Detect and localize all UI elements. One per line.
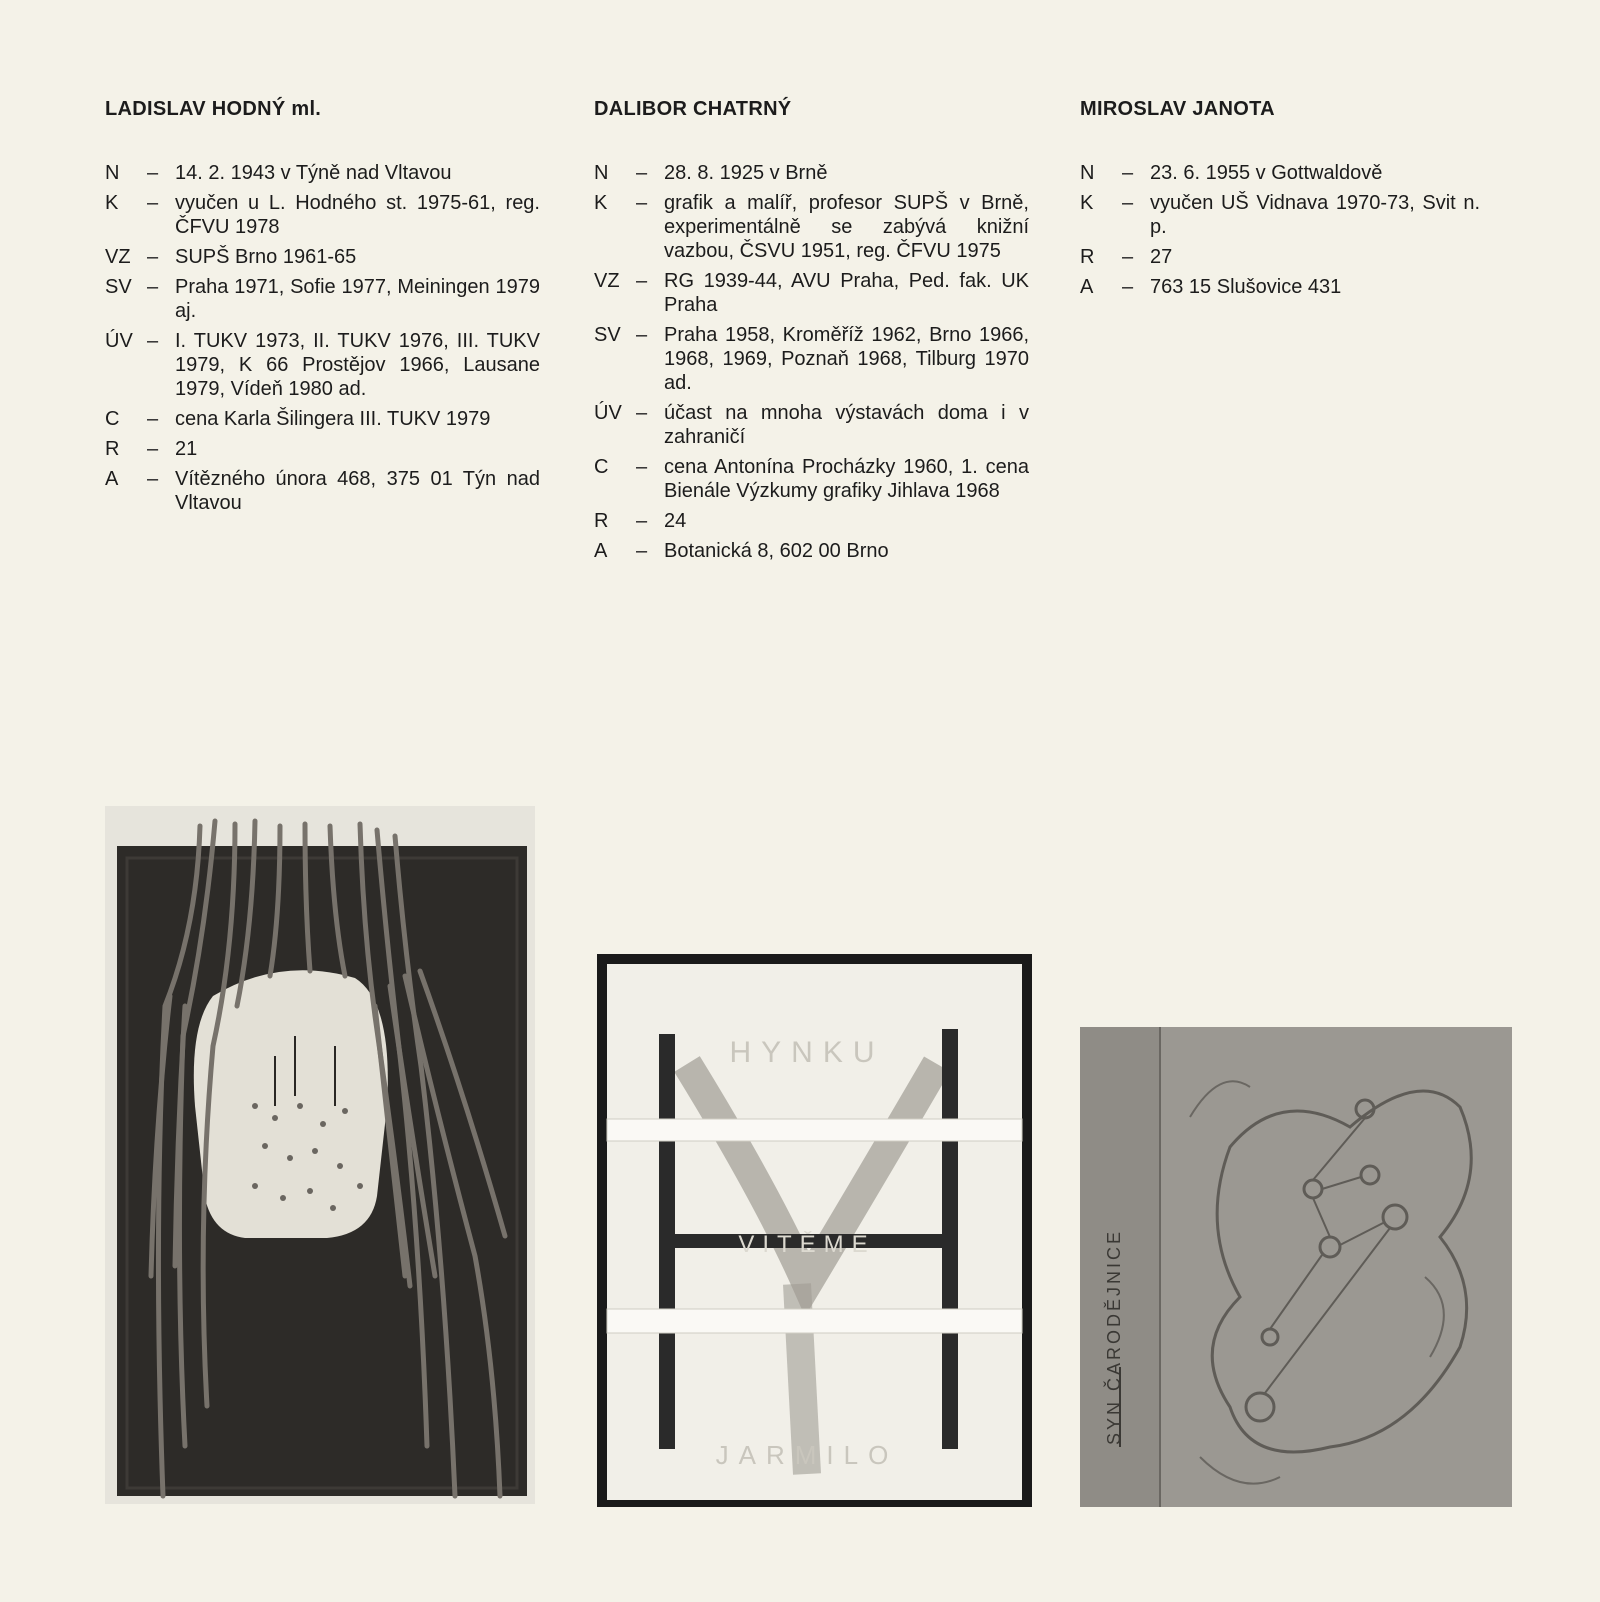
- entry-dash: –: [147, 246, 159, 268]
- entry-dash: –: [147, 468, 159, 490]
- entry-dash: –: [636, 162, 648, 184]
- book-middle-title: VITĚME: [738, 1231, 876, 1258]
- entry-dash: –: [636, 270, 648, 292]
- entry-dash: –: [636, 540, 648, 562]
- entry-key: VZ: [105, 246, 131, 268]
- entry-dash: –: [1122, 246, 1134, 268]
- entry-VZ: [594, 269, 1029, 317]
- entry-key: A: [105, 468, 119, 490]
- entry-value: 24: [664, 510, 687, 532]
- entry-key: SV: [594, 324, 621, 346]
- entry-value: 28. 8. 1925 v Brně: [664, 162, 828, 184]
- entry-N: [105, 161, 540, 185]
- entry-key: VZ: [594, 270, 620, 292]
- entry-N: [1080, 161, 1480, 185]
- entry-K: [594, 191, 1029, 263]
- entry-key: R: [105, 438, 120, 460]
- entry-key: A: [594, 540, 608, 562]
- entry-R: [105, 437, 540, 461]
- entry-key: SV: [105, 276, 132, 298]
- entry-dash: –: [147, 408, 159, 430]
- entry-value: vyučen u L. Hodného st. 1975-61, reg. ČFVU 1978: [175, 192, 540, 238]
- entry-dash: –: [147, 192, 159, 214]
- artist-name: DALIBOR CHATRNÝ: [594, 98, 792, 120]
- entry-key: K: [105, 192, 119, 214]
- entry-value: RG 1939-44, AVU Praha, Ped. fak. UK Praha: [664, 270, 1029, 316]
- entry-dash: –: [636, 402, 648, 424]
- artist-name: LADISLAV HODNÝ ml.: [105, 98, 322, 120]
- entry-key: ÚV: [594, 402, 622, 424]
- entry-A: [594, 539, 1029, 563]
- entry-N: [594, 161, 1029, 185]
- book-spine-title: SYN ČARODĚJNICE: [1104, 1228, 1124, 1446]
- entry-value: SUPŠ Brno 1961-65: [175, 246, 357, 268]
- entry-key: K: [594, 192, 608, 214]
- entry-UV: [105, 329, 540, 401]
- book-bottom-title: JARMILO: [715, 1440, 899, 1470]
- entry-C: [594, 455, 1029, 503]
- artist-column-janota: [1080, 98, 1480, 305]
- entry-K: [105, 191, 540, 239]
- entry-value: I. TUKV 1973, II. TUKV 1976, III. TUKV 1979, K 66 Prostějov 1966, Lausane 1979, Vídeň 1980 ad.: [175, 330, 540, 400]
- entry-dash: –: [147, 330, 159, 352]
- entry-key: R: [594, 510, 609, 532]
- entry-value: grafik a malíř, profesor SUPŠ v Brně, experimentálně se zabývá knižní vazbou, ČSVU 1951, reg. ČFVU 1975: [664, 192, 1029, 262]
- entry-value: cena Karla Šilingera III. TUKV 1979: [175, 408, 491, 430]
- artist-column-hodny: [105, 98, 540, 521]
- entry-VZ: [105, 245, 540, 269]
- entry-UV: [594, 401, 1029, 449]
- entry-SV: [105, 275, 540, 323]
- entry-value: 23. 6. 1955 v Gottwaldově: [1150, 162, 1383, 184]
- entry-dash: –: [636, 192, 648, 214]
- entry-value: 763 15 Slušovice 431: [1150, 276, 1342, 298]
- entry-dash: –: [1122, 162, 1134, 184]
- entry-dash: –: [147, 276, 159, 298]
- entry-C: [105, 407, 540, 431]
- entry-value: Praha 1958, Kroměříž 1962, Brno 1966, 1968, 1969, Poznaň 1968, Tilburg 1970 ad.: [664, 324, 1029, 394]
- entry-K: [1080, 191, 1480, 239]
- photo-chatrny-book: [597, 954, 1032, 1507]
- entry-key: K: [1080, 192, 1094, 214]
- entry-dash: –: [147, 438, 159, 460]
- entry-value: 14. 2. 1943 v Týně nad Vltavou: [175, 162, 452, 184]
- entry-A: [1080, 275, 1480, 299]
- artist-name: MIROSLAV JANOTA: [1080, 98, 1275, 120]
- entry-dash: –: [147, 162, 159, 184]
- entry-dash: –: [636, 456, 648, 478]
- entry-R: [594, 509, 1029, 533]
- entry-value: Vítězného února 468, 375 01 Týn nad Vltavou: [175, 468, 540, 514]
- entry-key: ÚV: [105, 330, 133, 352]
- book-top-title: HYNKU: [729, 1036, 885, 1069]
- entry-key: R: [1080, 246, 1095, 268]
- entry-value: 21: [175, 438, 198, 460]
- entry-value: vyučen UŠ Vidnava 1970-73, Svit n. p.: [1150, 192, 1480, 238]
- entry-key: N: [105, 162, 120, 184]
- entry-dash: –: [636, 324, 648, 346]
- entry-key: C: [594, 456, 609, 478]
- photo-fringe-binding: [105, 806, 535, 1504]
- entry-dash: –: [1122, 276, 1134, 298]
- entry-value: Praha 1971, Sofie 1977, Meiningen 1979 aj.: [175, 276, 540, 322]
- photo-janota-book: [1080, 1027, 1512, 1507]
- entry-dash: –: [636, 510, 648, 532]
- artist-column-chatrny: [594, 98, 1029, 569]
- entry-key: A: [1080, 276, 1094, 298]
- entry-SV: [594, 323, 1029, 395]
- entry-key: N: [594, 162, 609, 184]
- entry-value: cena Antonína Procházky 1960, 1. cena Bienále Výzkumy grafiky Jihlava 1968: [664, 456, 1029, 502]
- entry-key: N: [1080, 162, 1095, 184]
- entry-value: 27: [1150, 246, 1173, 268]
- entry-value: Botanická 8, 602 00 Brno: [664, 540, 889, 562]
- entry-key: C: [105, 408, 120, 430]
- entry-dash: –: [1122, 192, 1134, 214]
- entry-A: [105, 467, 540, 515]
- entry-value: účast na mnoha výstavách doma i v zahraničí: [664, 402, 1029, 448]
- entry-R: [1080, 245, 1480, 269]
